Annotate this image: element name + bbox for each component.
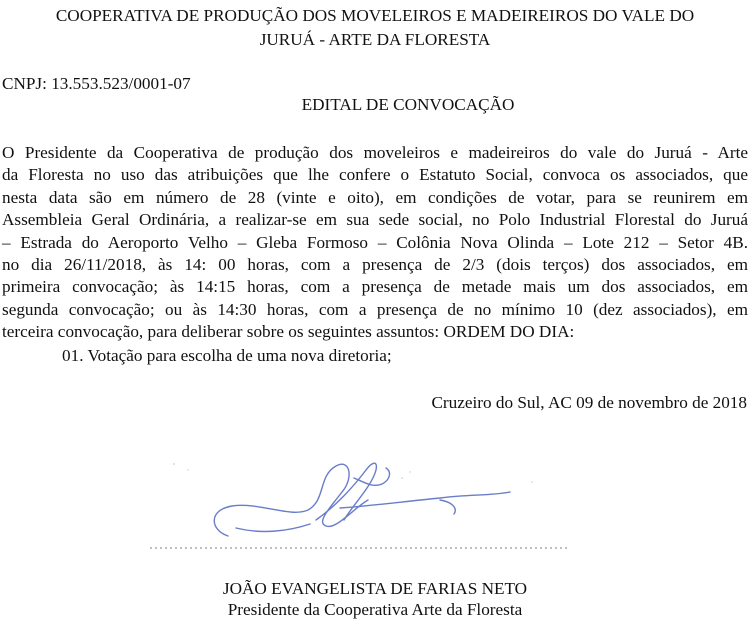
signature-stroke bbox=[214, 464, 368, 536]
agenda-item: 01. Votação para escolha de uma nova diretoria; bbox=[62, 346, 392, 365]
paper-speck bbox=[401, 477, 403, 479]
body-line: da Floresta no uso das atribuições que lhe confere o Estatuto Social, convoca os associados, que bbox=[2, 165, 748, 185]
paper-speck bbox=[173, 463, 175, 465]
signatory-name: JOÃO EVANGELISTA DE FARIAS NETO bbox=[222, 579, 528, 598]
cnpj-number: CNPJ: 13.553.523/0001-07 bbox=[2, 74, 191, 93]
paper-speck bbox=[187, 469, 188, 470]
place-and-date: Cruzeiro do Sul, AC 09 de novembro de 2018 bbox=[431, 393, 747, 412]
body-line: nesta data são em número de 28 (vinte e oito), em condições de votar, para se reunirem em bbox=[2, 187, 748, 207]
body-line: Assembleia Geral Ordinária, a realizar-se em sua sede social, no Polo Industrial Florestal do Juruá bbox=[2, 210, 748, 230]
signature-stroke bbox=[236, 524, 310, 531]
title-line-2: JURUÁ - ARTE DA FLORESTA bbox=[259, 30, 491, 49]
signature-stroke bbox=[340, 492, 510, 508]
signature-stroke bbox=[440, 500, 455, 514]
paper-speck bbox=[531, 481, 533, 483]
paper-speck bbox=[409, 471, 410, 472]
convocation-body bbox=[2, 142, 748, 344]
cooperative-title bbox=[0, 4, 750, 52]
signature-stroke bbox=[316, 463, 376, 520]
body-line: segunda convocação; ou às 14:30 horas, com a presença de no mínimo 10 (dez associados), em bbox=[2, 299, 748, 319]
edital-heading: EDITAL DE CONVOCAÇÃO bbox=[301, 95, 515, 114]
body-line: no dia 26/11/2018, às 14: 00 horas, com a presença de 2/3 (dois terços) dos associados, em bbox=[2, 254, 748, 274]
body-line: primeira convocação; às 14:15 horas, com a presença de metade mais um dos associados, em bbox=[2, 277, 748, 297]
body-line: O Presidente da Cooperativa de produção dos moveleiros e madeireiros do vale do Juruá - Arte bbox=[2, 143, 748, 162]
handwritten-signature bbox=[140, 448, 580, 568]
signature-stroke bbox=[354, 468, 389, 485]
body-line: terceira convocação, para deliberar sobre os seguintes assuntos: ORDEM DO DIA: bbox=[2, 322, 575, 342]
title-line-1: COOPERATIVA DE PRODUÇÃO DOS MOVELEIROS E MADEIREIROS DO VALE DO bbox=[55, 6, 695, 25]
body-line: – Estrada do Aeroporto Velho – Gleba Formoso – Colônia Nova Olinda – Lote 212 – Setor 4B. bbox=[2, 232, 748, 252]
signatory-role: Presidente da Cooperativa Arte da Floresta bbox=[227, 600, 523, 619]
